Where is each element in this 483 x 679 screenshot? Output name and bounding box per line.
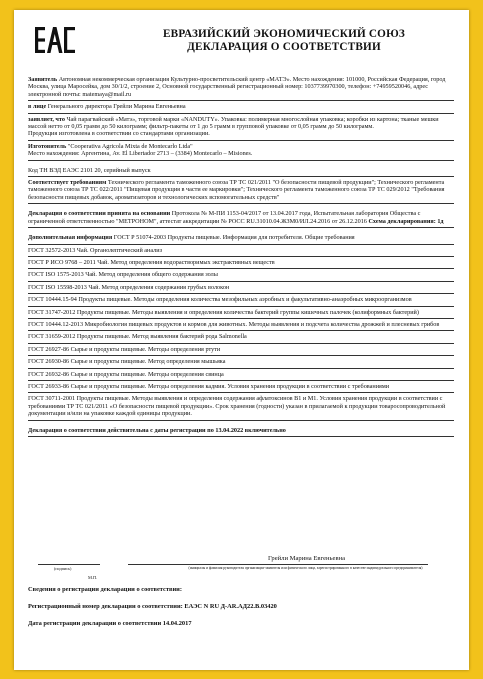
requirements-label: Соответствует требованиям: [28, 179, 107, 187]
divider: [28, 140, 454, 141]
manufacturer-section: [28, 143, 454, 150]
divider: [28, 113, 454, 114]
standard-item: ГОСТ 31747-2012 Продукты пищевые. Методы выявления и определения количества бактерий группы кишечных палочек (колиформных бактерий): [28, 308, 419, 316]
standard-item: ГОСТ Р ИСО 9768 – 2011 Чай. Метод определения водорастворимых экстрактивных веществ: [28, 258, 275, 266]
basis-scheme: Схема декларирования: 1д: [366, 217, 444, 225]
manufacturer-address: Место нахождения: Аргентина, Av. El Libertador 2713 – (3384) Montecarlo – Misiones.: [28, 150, 253, 158]
signatory-name: Грейли Марина Евгеньевна: [268, 555, 346, 562]
produced-note: Продукция изготовлена в соответствии со стандартами организации.: [28, 130, 210, 138]
standard-item: ГОСТ 32572-2013 Чай. Органолептический анализ: [28, 246, 163, 254]
signature-caption: (подпись): [54, 566, 72, 571]
representative-text: Генерального директора Грейли Марина Евгеньевна: [46, 103, 186, 111]
divider: [28, 244, 454, 245]
manufacturer-text: "Cooperativa Agricola Mixta de Montecarlo Ltda": [66, 142, 193, 150]
divider: [28, 355, 454, 356]
divider: [28, 256, 454, 257]
divider: [28, 368, 454, 369]
divider: [28, 100, 454, 101]
divider: [28, 268, 454, 269]
requirements-section: [28, 179, 454, 201]
product-code: Код ТН ВЭД ЕАЭС 2101 20, серийный выпуск: [28, 166, 151, 174]
divider: [28, 176, 454, 177]
divider: [28, 203, 454, 204]
applicant-section: [28, 76, 454, 98]
additional-label: Дополнительная информация: [28, 234, 113, 242]
signature-line: [38, 564, 100, 565]
declares-section: [28, 116, 454, 131]
divider: [28, 380, 454, 381]
stamp-place: М.П.: [88, 575, 98, 580]
divider: [28, 330, 454, 331]
requirements-text: Технического регламента таможенного союза ТР ТС 021/2011 "О безопасности пищевой продукции"; Технического регламента таможенного союза ТР ТС 022/2011 "Пищевая продукция в части ее маркировки"; Технического регламента таможенного союза ТР ТС 029/2012 "Требования безопасности пищевых добавок, ароматизаторов и технологических вспомогательных средств": [28, 179, 445, 201]
divider: [28, 392, 454, 393]
divider: [28, 343, 454, 344]
basis-text: Протокола № М-ПИ 1153-04/2017 от 13.04.2017 года, Испытательная лаборатория Общества с ограниченной ответственностью "МЕТРОНОМ", аттестат аккредитации № РОСС RU.31010.04.ЖЗМ0/ИЛ.24.2016 от 26.12.2016: [28, 210, 421, 225]
divider: [28, 436, 454, 437]
eac-logo: [34, 26, 76, 54]
standard-item: ГОСТ 30711-2001 Продукты пищевые. Методы выявления и определения содержания афлатоксинов B1 и M1. Условия хранения продукции в соответствии с требованиями ТР ТС 021/2011 «О безопасности пищевой продукции». Срок хранения (годности) указан в прилагаемой к продукции товаросопроводительной документации и/или на упаковке каждой единицы продукции.: [28, 395, 446, 418]
applicant-text: Автономная некоммерческая организация Культурно-просветительский центр «МАТЭ». Место нахождения: 101000, Российская Федерация, город Москва, улица Маросейка, дом 30/1/2, строение 2, Основной государственный регистрационный номер: 1037739970300, телефон: +74959520046, адрес электронной почты: matemaya@mail.ru: [28, 76, 446, 98]
divider: [28, 318, 454, 319]
standard-item: ГОСТ 26933-86 Сырье и продукты пищевые. Методы определения кадмия. Условия хранения продукции в соответствии с требованиями: [28, 382, 390, 390]
standard-item: ГОСТ ISO 15598-2013 Чай. Метод определения содержания грубых волокон: [28, 283, 230, 291]
representative-line: [28, 103, 454, 110]
name-caption: (инициалы и фамилия руководителя организации-заявителя или физического лица, зарегистрированного в качестве индивидуального предпринимателя): [188, 566, 423, 570]
additional-section: [28, 234, 454, 241]
standard-item: ГОСТ 10444.15-94 Продукты пищевые. Методы определения количества мезофильных аэробных и факультативно-анаэробных микроорганизмов: [28, 296, 412, 304]
standard-item: ГОСТ 26930-86 Сырье и продукты пищевые. Метод определения мышьяка: [28, 358, 226, 366]
standard-item: ГОСТ 10444.12-2013 Микробиология пищевых продуктов и кормов для животных. Методы выявления и подсчета количества дрожжей и плесневых грибов: [28, 320, 440, 328]
declaration-title: ДЕКЛАРАЦИЯ О СООТВЕТСТВИИ: [187, 41, 381, 53]
registration-heading: Сведения о регистрации декларации о соответствии:: [28, 586, 182, 593]
document-header: [14, 10, 469, 62]
divider: [28, 281, 454, 282]
name-line: [128, 564, 428, 565]
divider: [28, 420, 454, 421]
divider: [28, 293, 454, 294]
signature-block: [28, 548, 454, 588]
divider: [28, 160, 454, 161]
registration-number: Регистрационный номер декларации о соответствии: ЕАЭС N RU Д-AR.АД22.В.03420: [28, 603, 277, 610]
standard-item: ГОСТ 31659-2012 Продукты пищевые. Метод выявления бактерий рода Salmonella: [28, 333, 247, 341]
divider: [28, 227, 454, 228]
additional-text: ГОСТ Р 51074-2003 Продукты пищевые. Информация для потребителя. Общие требования: [112, 234, 355, 242]
standard-item: ГОСТ ISO 1575-2013 Чай. Метод определения общего содержания золы: [28, 271, 218, 279]
declaration-body: [28, 76, 454, 439]
representative-label: в лице: [28, 103, 47, 111]
registration-date: Дата регистрации декларации о соответствии 14.04.2017: [28, 620, 192, 627]
standards-list: [28, 247, 454, 418]
manufacturer-label: Изготовитель: [28, 142, 67, 150]
validity-line: Декларация о соответствии действительна с даты регистрации по 13.04.2022 включительно: [28, 426, 286, 434]
declares-text: Чай парагвайский «Матэ», торговой марки «NANDUTY». Упаковка: полимерная многослойная упаковка; коробки из картона; тканые мешки массой нетто от 0,05 грамм до 50 килограмм; фильтр-пакеты от 1 до 5 грамм в групповой упаковке от 0,05 грамм до 50 килограмм.: [28, 115, 439, 131]
basis-label: Декларация о соответствии принята на основании: [28, 210, 171, 218]
declares-label: заявляет, что: [28, 115, 65, 123]
registration-block: [28, 586, 454, 637]
divider: [28, 306, 454, 307]
standard-item: ГОСТ 26927-86 Сырье и продукты пищевые. Методы определения ртути: [28, 345, 221, 353]
basis-section: [28, 210, 454, 225]
declaration-sheet: [14, 10, 469, 670]
standard-item: ГОСТ 26932-86 Сырье и продукты пищевые. Методы определения свинца: [28, 370, 224, 378]
applicant-label: Заявитель: [28, 76, 58, 83]
union-title: ЕВРАЗИЙСКИЙ ЭКОНОМИЧЕСКИЙ СОЮЗ: [163, 28, 405, 40]
